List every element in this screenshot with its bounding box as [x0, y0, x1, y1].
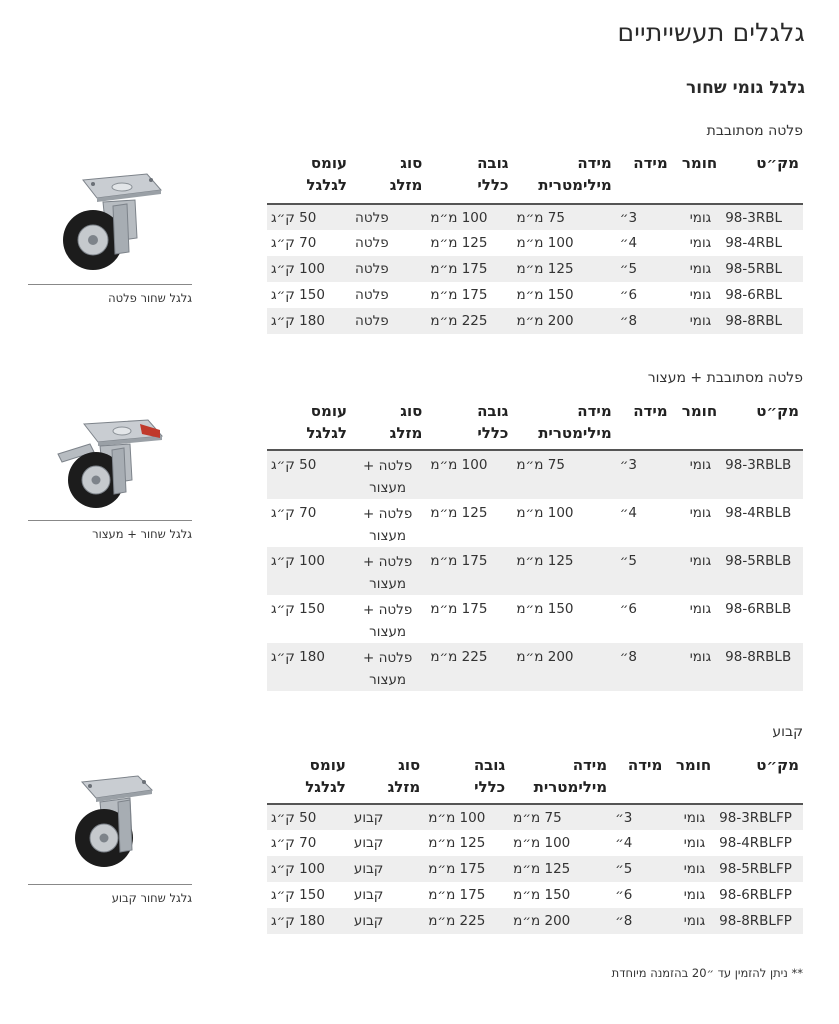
cell-type: פלטה + מעצור — [363, 506, 413, 544]
cell-sku: 98-4RBL — [725, 235, 783, 251]
cell-mm: 75 מ״מ — [516, 209, 565, 226]
cell-height: 225 מ״מ — [430, 313, 488, 329]
header-material: חומר — [681, 154, 718, 172]
cell-size: 4״ — [619, 235, 638, 251]
cell-mm: 125 מ״מ — [513, 861, 571, 877]
cell-height: 125 מ״מ — [428, 835, 486, 851]
cell-material: גומי — [689, 505, 712, 521]
figure-caption: גלגל שחור + מעצור — [92, 527, 192, 541]
cell-sku: 98-6RBL — [725, 287, 783, 303]
cell-type: פלטה + מעצור — [363, 458, 413, 496]
cell-mm: 200 מ״מ — [513, 913, 571, 929]
cell-type: פלטה — [355, 313, 389, 329]
cell-material: גומי — [683, 861, 706, 877]
cell-material: גומי — [689, 457, 712, 473]
cell-load: 70 ק״ג — [271, 235, 317, 251]
cell-material: גומי — [689, 649, 712, 665]
table-row — [267, 308, 803, 334]
cell-height: 125 מ״מ — [430, 505, 488, 521]
cell-load: 50 ק״ג — [271, 457, 317, 473]
caster-figure-swivel — [28, 168, 192, 305]
cell-mm: 100 מ״מ — [513, 835, 571, 851]
header-sku: מק״ט — [756, 154, 799, 172]
cell-height: 225 מ״מ — [428, 913, 486, 929]
cell-load: 180 ק״ג — [271, 313, 325, 329]
header-fork-type: סוג מזלג — [387, 756, 421, 796]
cell-size: 3״ — [615, 809, 633, 826]
cell-size: 6״ — [619, 601, 637, 617]
cell-height: 175 מ״מ — [430, 261, 488, 277]
cell-material: גומי — [683, 913, 706, 929]
cell-sku: 98-4RBLB — [725, 505, 792, 521]
cell-load: 70 ק״ג — [271, 505, 317, 521]
cell-type: קבוע — [353, 913, 384, 929]
cell-material: גומי — [689, 209, 712, 226]
header-height: גובה כללי — [477, 402, 509, 442]
footnote: ** ניתן להזמין עד ״20 בהזמנה מיוחדת — [611, 966, 803, 980]
section-label-swivel-brake: פלטה מסתובבת + מעצור — [647, 370, 803, 386]
cell-sku: 98-5RBLB — [725, 553, 792, 569]
cell-load: 50 ק״ג — [271, 209, 317, 226]
table-header-row — [267, 400, 803, 450]
figure-divider — [28, 284, 192, 285]
cell-material: גומי — [689, 601, 712, 617]
cell-type: פלטה — [355, 287, 389, 303]
cell-mm: 200 מ״מ — [516, 313, 574, 329]
cell-material: גומי — [683, 835, 706, 851]
cell-material: גומי — [689, 261, 712, 277]
cell-size: 8״ — [619, 313, 638, 329]
cell-sku: 98-5RBLFP — [719, 861, 792, 877]
cell-mm: 150 מ״מ — [516, 601, 574, 617]
cell-size: 5״ — [615, 861, 633, 877]
header-size: מידה — [633, 402, 668, 420]
header-mm-size: מידה מילימטרית — [538, 154, 612, 194]
cell-size: 8״ — [619, 649, 637, 665]
cell-height: 175 מ״מ — [430, 287, 488, 303]
cell-material: גומי — [689, 313, 712, 329]
cell-load: 180 ק״ג — [271, 649, 325, 665]
cell-load: 180 ק״ג — [271, 913, 325, 929]
cell-size: 5״ — [619, 553, 637, 569]
cell-size: 6״ — [615, 887, 633, 903]
header-mm-size: מידה מילימטרית — [538, 402, 612, 442]
cell-mm: 100 מ״מ — [516, 235, 574, 251]
cell-material: גומי — [689, 553, 712, 569]
cell-sku: 98-4RBLFP — [719, 835, 792, 851]
table-row — [267, 882, 803, 908]
table-row — [267, 256, 803, 282]
cell-sku: 98-8RBLFP — [719, 913, 792, 929]
cell-material: גומי — [683, 809, 706, 826]
header-sku: מק״ט — [756, 756, 799, 774]
figure-caption: גלגל שחור פלטה — [108, 291, 192, 305]
page-title: גלגלים תעשייתיים — [617, 18, 805, 47]
caster-figure-fixed — [28, 768, 192, 905]
header-size: מידה — [633, 154, 668, 172]
spec-table-fixed — [267, 754, 803, 934]
cell-type: פלטה — [355, 261, 389, 277]
table-row — [267, 547, 803, 595]
table-row — [267, 856, 803, 882]
cell-material: גומי — [689, 287, 712, 303]
cell-size: 6״ — [619, 287, 638, 303]
cell-size: 8״ — [615, 913, 633, 929]
cell-type: פלטה + מעצור — [363, 650, 413, 688]
swivel-caster-icon — [55, 168, 165, 276]
cell-height: 175 מ״מ — [428, 861, 486, 877]
cell-material: גומי — [689, 235, 712, 251]
cell-load: 150 ק״ג — [271, 287, 325, 303]
table-row — [267, 204, 803, 230]
header-load: עומס לגלגל — [306, 402, 347, 442]
cell-mm: 125 מ״מ — [516, 261, 574, 277]
table-row — [267, 595, 803, 643]
cell-load: 150 ק״ג — [271, 601, 325, 617]
cell-size: 3״ — [619, 457, 637, 473]
cell-mm: 75 מ״מ — [516, 457, 565, 473]
cell-height: 100 מ״מ — [430, 209, 488, 226]
fixed-caster-icon — [60, 768, 160, 872]
table-row — [267, 830, 803, 856]
cell-type: פלטה + מעצור — [363, 554, 413, 592]
cell-mm: 100 מ״מ — [516, 505, 574, 521]
cell-type: קבוע — [353, 835, 384, 851]
cell-size: 3״ — [619, 209, 638, 226]
cell-size: 5״ — [619, 261, 638, 277]
cell-height: 175 מ״מ — [430, 553, 488, 569]
cell-type: קבוע — [353, 809, 384, 826]
cell-mm: 150 מ״מ — [513, 887, 571, 903]
section-label-fixed: קבוע — [772, 724, 803, 740]
cell-type: פלטה — [355, 209, 389, 226]
cell-load: 70 ק״ג — [271, 835, 317, 851]
cell-height: 100 מ״מ — [430, 457, 488, 473]
header-load: עומס לגלגל — [306, 154, 348, 194]
caster-figure-swivel-brake — [28, 414, 192, 541]
cell-sku: 98-8RBL — [725, 313, 783, 329]
header-load: עומס לגלגל — [305, 756, 346, 796]
cell-load: 100 ק״ג — [271, 261, 325, 277]
cell-material: גומי — [683, 887, 706, 903]
cell-load: 50 ק״ג — [271, 809, 317, 826]
cell-sku: 98-6RBLB — [725, 601, 792, 617]
cell-sku: 98-5RBL — [725, 261, 783, 277]
header-mm-size: מידה מילימטרית — [533, 756, 608, 796]
figure-divider — [28, 520, 192, 521]
table-row — [267, 804, 803, 830]
table-header-row — [267, 152, 803, 204]
header-height: גובה כללי — [473, 756, 506, 796]
header-fork-type: סוג מזלג — [389, 402, 423, 442]
cell-sku: 98-6RBLFP — [719, 887, 792, 903]
header-material: חומר — [681, 402, 718, 420]
header-height: גובה כללי — [477, 154, 509, 194]
header-size: מידה — [627, 756, 663, 774]
cell-size: 4״ — [615, 835, 633, 851]
cell-mm: 125 מ״מ — [516, 553, 574, 569]
cell-height: 175 מ״מ — [430, 601, 488, 617]
table-row — [267, 908, 803, 934]
spec-table-swivel-brake — [267, 400, 803, 691]
cell-type: פלטה — [355, 235, 389, 251]
brake-caster-icon — [50, 414, 170, 514]
cell-mm: 75 מ״מ — [513, 809, 562, 826]
spec-table-swivel — [267, 152, 803, 334]
cell-sku: 98-3RBLB — [725, 457, 792, 473]
figure-divider — [28, 884, 192, 885]
table-row — [267, 230, 803, 256]
table-row — [267, 450, 803, 499]
cell-type: פלטה + מעצור — [363, 602, 413, 640]
cell-height: 125 מ״מ — [430, 235, 488, 251]
cell-height: 175 מ״מ — [428, 887, 486, 903]
section-label-swivel: פלטה מסתובבת — [706, 123, 803, 139]
cell-mm: 200 מ״מ — [516, 649, 574, 665]
cell-type: קבוע — [353, 861, 384, 877]
cell-height: 100 מ״מ — [428, 809, 486, 826]
header-sku: מק״ט — [756, 402, 799, 420]
cell-sku: 98-8RBLB — [725, 649, 792, 665]
header-fork-type: סוג מזלג — [389, 154, 423, 194]
cell-sku: 98-3RBL — [725, 209, 783, 226]
cell-sku: 98-3RBLFP — [719, 809, 792, 826]
table-header-row — [267, 754, 803, 804]
table-row — [267, 643, 803, 691]
header-material: חומר — [675, 756, 712, 774]
page-subtitle: גלגל גומי שחור — [686, 78, 805, 98]
cell-load: 100 ק״ג — [271, 861, 325, 877]
cell-load: 100 ק״ג — [271, 553, 325, 569]
cell-load: 150 ק״ג — [271, 887, 325, 903]
cell-size: 4״ — [619, 505, 637, 521]
table-row — [267, 499, 803, 547]
table-row — [267, 282, 803, 308]
cell-height: 225 מ״מ — [430, 649, 488, 665]
figure-caption: גלגל שחור קבוע — [111, 891, 192, 905]
cell-mm: 150 מ״מ — [516, 287, 574, 303]
cell-type: קבוע — [353, 887, 384, 903]
